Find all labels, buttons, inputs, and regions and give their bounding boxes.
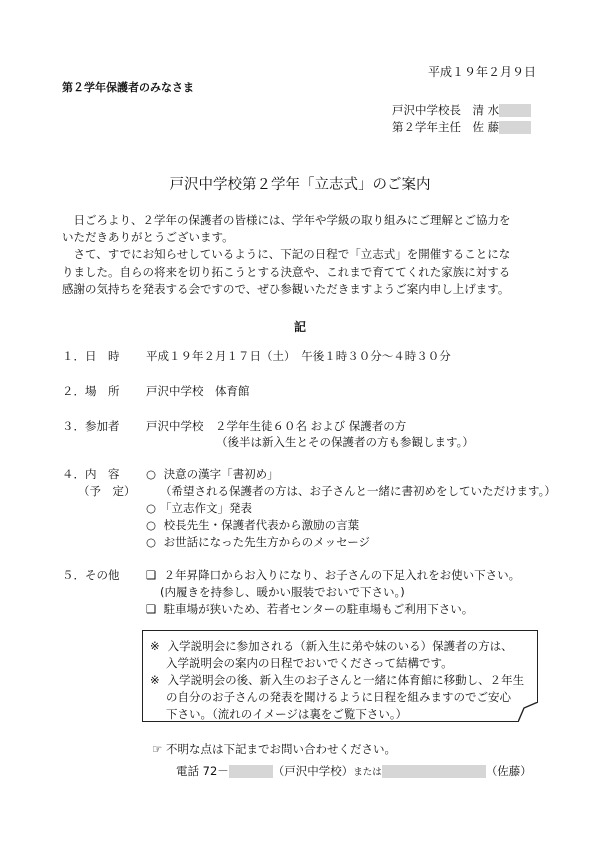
reference-mark-icon: ※ — [150, 639, 160, 653]
contact-question — [152, 741, 396, 757]
item-label-place: ２．場 所 — [62, 384, 120, 398]
item-value-participants: 戸沢中学校 ２学年生徒６０名 および 保護者の方 — [146, 419, 407, 433]
redacted-block — [499, 121, 531, 134]
circle-bullet-icon: ○ — [146, 518, 157, 532]
item-value-time: 平成１９年２月１７日（土） 午後１時３０分～４時３０分 — [146, 349, 451, 363]
sender-teacher-name: 第２学年主任 佐 藤 — [392, 120, 500, 134]
intro-line: りました。自らの将来を切り拓こうとする決意や、これまで育ててくれた家族に対する — [62, 265, 511, 279]
item-note-participants: （後半は新入生とその保護者の方も参観します。） — [216, 435, 474, 449]
sender-teacher — [392, 119, 531, 135]
redacted-block — [499, 104, 531, 117]
redacted-block — [229, 765, 273, 778]
notice-line: の自分のお子さんの発表を聞けるように日程を組みますのでご安心 — [166, 690, 511, 704]
item-label-content: ４．内 容 — [62, 467, 120, 481]
item-label-other: ５．その他 — [62, 568, 120, 582]
content-list-item — [146, 534, 370, 550]
content-text: 「立志作文」発表 — [160, 501, 252, 515]
content-list-item — [146, 500, 252, 516]
ki-heading: 記 — [293, 320, 306, 334]
content-text: 校長先生・保護者代表から激励の言葉 — [163, 518, 360, 532]
other-list-item — [146, 567, 520, 583]
content-subnote: （希望される保護者の方は、お子さんと一緒に書初めをしていただけます。） — [160, 484, 556, 498]
notice-line: 入学説明会の案内の日程でおいでくださって結構です。 — [166, 656, 453, 670]
document-title: 戸沢中学校第２学年「立志式」のご案内 — [169, 177, 431, 193]
circle-bullet-icon: ○ — [146, 467, 157, 481]
contact-phone-line — [176, 763, 532, 779]
notice-line — [150, 638, 513, 654]
sender-principal-name: 戸沢中学校長 清 水 — [392, 103, 500, 117]
circle-bullet-icon: ○ — [146, 535, 157, 549]
other-list-item — [146, 601, 473, 617]
notice-text: 入学説明会の後、新入生のお子さんと一緒に体育館に移動し、２年生 — [167, 673, 525, 687]
item-value-place: 戸沢中学校 体育館 — [146, 384, 250, 398]
contact-question-text: 不明な点は下記までお問い合わせください。 — [165, 742, 396, 756]
school-label: （戸沢中学校） — [272, 764, 354, 778]
content-list-item — [146, 466, 279, 482]
intro-line: いただきありがとうございます。 — [62, 230, 234, 244]
intro-line: 日ごろより、２学年の保護者の皆様には、学年や学級の取り組みにご理解とご協力を — [62, 213, 511, 227]
other-text: 駐車場が狭いため、若者センターの駐車場もご利用下さい。 — [163, 602, 474, 616]
document-date: 平成１９年２月９日 — [427, 65, 536, 79]
circle-bullet-icon: ○ — [146, 501, 157, 515]
redacted-block — [382, 765, 486, 778]
notice-text: 入学説明会に参加される（新入生に弟や妹のいる）保護者の方は、 — [167, 639, 513, 653]
page-fold-icon — [518, 702, 538, 722]
teacher-label: （佐藤） — [485, 764, 532, 778]
item-label-participants: ３．参加者 — [62, 419, 120, 433]
intro-line: さて、すでにお知らせしているように、下記の日程で「立志式」を開催することにな — [62, 247, 511, 261]
content-text: 決意の漢字「書初め」 — [163, 467, 279, 481]
content-list-item — [146, 517, 359, 533]
checkbox-bullet-icon: ❑ — [146, 568, 157, 582]
sender-principal — [392, 102, 531, 118]
content-text: お世話になった先生方からのメッセージ — [163, 535, 370, 549]
reference-mark-icon: ※ — [150, 673, 160, 687]
intro-line: 感謝の気持ちを発表する会ですので、ぜひ参観いただきますようご案内申し上げます。 — [62, 282, 510, 296]
other-text: ２年昇降口からお入りになり、お子さんの下足入れをお使い下さい。 — [163, 568, 521, 582]
other-subnote: (内履きを持参し、暖かい服装でおいで下さい。) — [160, 585, 405, 599]
addressee: 第２学年保護者のみなさま — [62, 81, 194, 94]
notice-line — [150, 672, 524, 688]
or-label: または — [353, 767, 382, 778]
pointing-hand-icon: ☞ — [152, 742, 163, 756]
phone-label: 電話 72－ — [176, 764, 229, 778]
item-label-time: １．日 時 — [62, 349, 120, 363]
item-label-content-planned: （予 定） — [78, 484, 136, 498]
notice-line: 下さい。（流れのイメージは裏をご覧下さい。） — [166, 707, 408, 721]
checkbox-bullet-icon: ❑ — [146, 602, 157, 616]
